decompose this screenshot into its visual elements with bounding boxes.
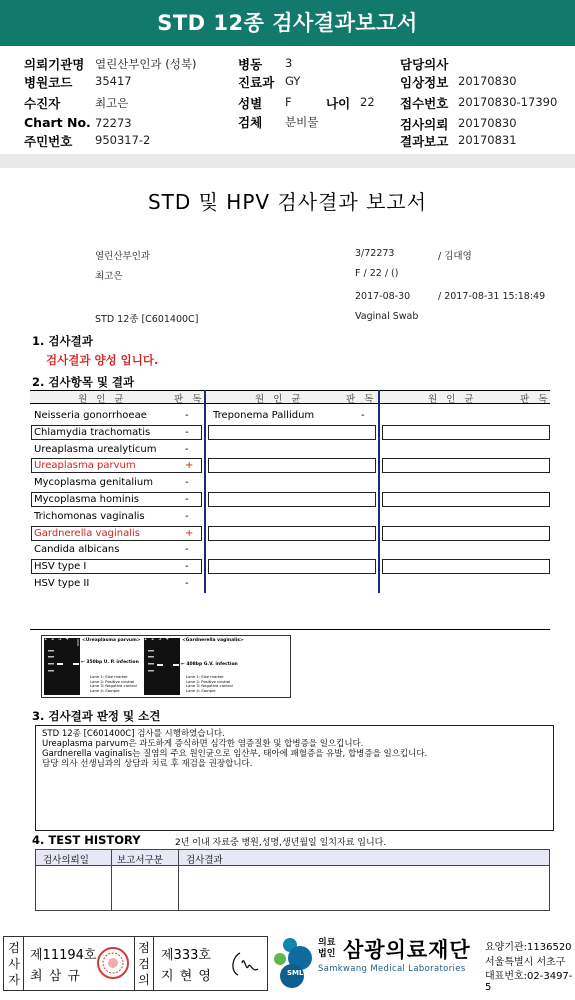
doctor-label: 담당의사 [400, 57, 449, 72]
empty-result-cell [382, 492, 550, 507]
org-phone: 대표번호:02-3497-5 [485, 971, 573, 993]
sml-logo [270, 936, 316, 992]
organism-result: - [185, 561, 189, 573]
gel-legend-line: Lane 4: Sample [186, 687, 216, 693]
report-date-received: 2017-08-30 [355, 291, 411, 302]
org-english-name: Samkwang Medical Laboratories [318, 963, 466, 973]
gel-lanes-left: 1234 [44, 636, 73, 642]
chart-value: 72273 [95, 116, 132, 130]
report-specimen: Vaginal Swab [355, 311, 419, 322]
org-address: 서울특별시 서초구 [485, 957, 566, 968]
report-clinic: 열린산부인과 [95, 251, 151, 262]
institution-value: 열린산부인과 (성북) [95, 57, 197, 71]
report-doctor: / 김대영 [438, 251, 472, 262]
examiner-label: 검사자 [8, 941, 20, 987]
gel-right-title: <Gardnerella vaginalis> [182, 638, 244, 643]
opinion-line: Gardnerella vaginalis는 질염의 주요 원인균으로 임산부, 태아에 패혈증을 유발, 합병증을 일으킵니다. [42, 749, 428, 759]
dept-value: GY [285, 74, 301, 88]
report-patient: 최고은 [95, 271, 123, 282]
result-summary: 검사결과 양성 입니다. [46, 353, 159, 367]
sex-label: 성별 [238, 96, 263, 111]
organism-name: HSV type I [34, 561, 87, 573]
empty-result-cell [208, 526, 376, 541]
report-date-value: 20170831 [458, 133, 517, 147]
opinion-line: Ureaplasma parvum은 과도하게 증식하면 심각한 염증질환 및 합병증을 일으킵니다. [42, 739, 364, 749]
gel-legend-left [90, 675, 137, 693]
organism-name: HSV type II [34, 578, 90, 589]
specimen-value: 분비물 [285, 115, 319, 129]
organism-name: Ureaplasma parvum [34, 460, 136, 472]
gel-lanes-right: 1234 [144, 636, 173, 642]
reviewer-label: 점검의 [138, 941, 150, 987]
opinion-text [42, 729, 427, 769]
specimen-label: 검체 [238, 115, 263, 130]
organism-name: Mycoplasma hominis [34, 494, 139, 505]
organism-result: - [185, 494, 189, 505]
org-prefix: 의료 법인 [318, 938, 336, 959]
age-label: 나이 [326, 96, 351, 111]
examiner-seal [96, 943, 130, 983]
report-header-title: STD 12종 검사결과보고서 [0, 0, 575, 46]
org-institution-code: 요양기관:1136520 [485, 942, 572, 953]
organism-name: Gardnerella vaginalis [34, 527, 140, 539]
organism-result: + [185, 460, 194, 472]
column-divider [378, 390, 380, 593]
report-sex-age: F / 22 / () [355, 268, 399, 279]
col-result-2: 판 독 [346, 394, 377, 405]
ward-value: 3 [285, 56, 293, 70]
organism-result: - [185, 544, 189, 556]
organism-result: - [185, 410, 189, 421]
report-title: STD 및 HPV 검사결과 보고서 [147, 190, 428, 214]
reviewer-number: 제333호 [161, 948, 211, 963]
history-col-date: 검사의뢰일 [43, 855, 89, 866]
report-date-label: 결과보고 [400, 134, 449, 149]
gel-legend-line: Lane 1: Size marker [90, 674, 128, 679]
empty-result-cell [382, 526, 550, 541]
gel-legend-line: Lane 3: Negative control [90, 683, 137, 689]
report-test-code: STD 12종 [C601400C] [95, 314, 199, 325]
hospital-code-value: 35417 [95, 74, 132, 88]
col-result-3: 판 독 [520, 394, 551, 405]
gel-legend-line: Lane 4: Sample [90, 687, 120, 693]
organism-result: + [185, 527, 194, 539]
empty-result-cell [208, 425, 376, 440]
organism-result: - [185, 510, 189, 522]
gel-legend-line: Lane 1: Size marker [186, 674, 224, 679]
clinical-value: 20170830 [458, 74, 517, 88]
col-organism-1: 원 인 균 [78, 394, 127, 405]
organism-result: - [185, 443, 189, 455]
opinion-line: 담당 의사 선생님과의 상담과 치료 후 재검을 권장합니다. [42, 759, 253, 769]
empty-result-cell [382, 425, 550, 440]
institution-label: 의뢰기관명 [24, 57, 85, 72]
chart-label: Chart No. [24, 115, 91, 130]
section-1-title: 1. 검사결과 [32, 334, 93, 348]
organism-name-col2: Treponema Pallidum [213, 410, 315, 421]
section-3-title: 3. 검사결과 판정 및 소견 [32, 709, 161, 723]
gel-electrophoresis-image [41, 635, 291, 698]
history-table [35, 849, 550, 911]
gel-legend-line: Lane 2: Positive control [186, 678, 231, 684]
organism-result-col2: - [361, 410, 365, 421]
reviewer-signature [226, 947, 264, 983]
hospital-code-label: 병원코드 [24, 75, 73, 90]
gel-left-title: <Ureaplasma parvum> [82, 638, 141, 643]
col-organism-2: 원 인 균 [255, 394, 304, 405]
empty-result-cell [382, 458, 550, 473]
rrn-value: 950317-2 [95, 133, 151, 147]
empty-result-cell [208, 492, 376, 507]
request-date-label: 검사의뢰 [400, 117, 449, 132]
report-ward-chart: 3/72273 [355, 248, 395, 259]
empty-result-cell [208, 458, 376, 473]
section-2-title: 2. 검사항목 및 결과 [32, 375, 135, 389]
rrn-label: 주민번호 [24, 134, 73, 149]
request-date-value: 20170830 [458, 116, 517, 130]
history-header [36, 850, 549, 866]
history-col-result: 검사결과 [186, 855, 223, 866]
sex-value: F [285, 95, 292, 109]
section-4-title: 4. TEST HISTORY [32, 833, 141, 847]
gel-left-band: ← 350bp U. P. infection [81, 660, 139, 665]
column-divider [204, 390, 206, 593]
organism-result: - [185, 578, 189, 589]
separator-band [0, 154, 575, 168]
clinical-label: 임상정보 [400, 75, 449, 90]
age-value: 22 [360, 95, 375, 109]
report-date-reported: / 2017-08-31 15:18:49 [438, 291, 546, 302]
history-col-type: 보고서구분 [117, 855, 163, 866]
examiner-number: 제11194호 [30, 948, 97, 963]
opinion-line: STD 12종 [C601400C] 검사를 시행하였습니다. [42, 729, 225, 739]
organism-name: Trichomonas vaginalis [34, 510, 145, 522]
gel-legend-line: Lane 3: Negative control [186, 683, 233, 689]
organism-result: - [185, 477, 189, 489]
org-name: 삼광의료재단 [343, 938, 471, 962]
examiner-name: 최 삼 규 [30, 969, 81, 984]
organism-result: - [185, 426, 189, 438]
gel-legend-line: Lane 2: Positive control [90, 678, 135, 684]
organism-name: Chlamydia trachomatis [34, 426, 151, 438]
col-result-1: 판 독 [174, 394, 205, 405]
organism-name: Neisseria gonorrhoeae [34, 410, 147, 421]
organism-name: Ureaplasma urealyticum [34, 443, 157, 455]
receipt-label: 접수번호 [400, 96, 449, 111]
organism-name: Mycoplasma genitalium [34, 477, 153, 489]
empty-result-cell [208, 559, 376, 574]
ward-label: 병동 [238, 57, 263, 72]
reviewer-name: 지 현 영 [161, 969, 212, 984]
signature-box [3, 936, 268, 991]
organism-name: Candida albicans [34, 544, 120, 556]
divider [30, 629, 550, 630]
patient-value: 최고은 [95, 96, 129, 110]
gel-legend-right [186, 675, 233, 693]
empty-result-cell [382, 559, 550, 574]
patient-label: 수진자 [24, 96, 61, 111]
history-note: 2년 이내 자료중 병원,성명,생년월일 일치자료 입니다. [175, 838, 387, 848]
dept-label: 진료과 [238, 75, 275, 90]
gel-right-band: ← 408bp G.V. infection [181, 662, 238, 667]
receipt-value: 20170830-17390 [458, 95, 558, 109]
col-organism-3: 원 인 균 [428, 394, 477, 405]
logo-badge: SML [287, 969, 304, 977]
